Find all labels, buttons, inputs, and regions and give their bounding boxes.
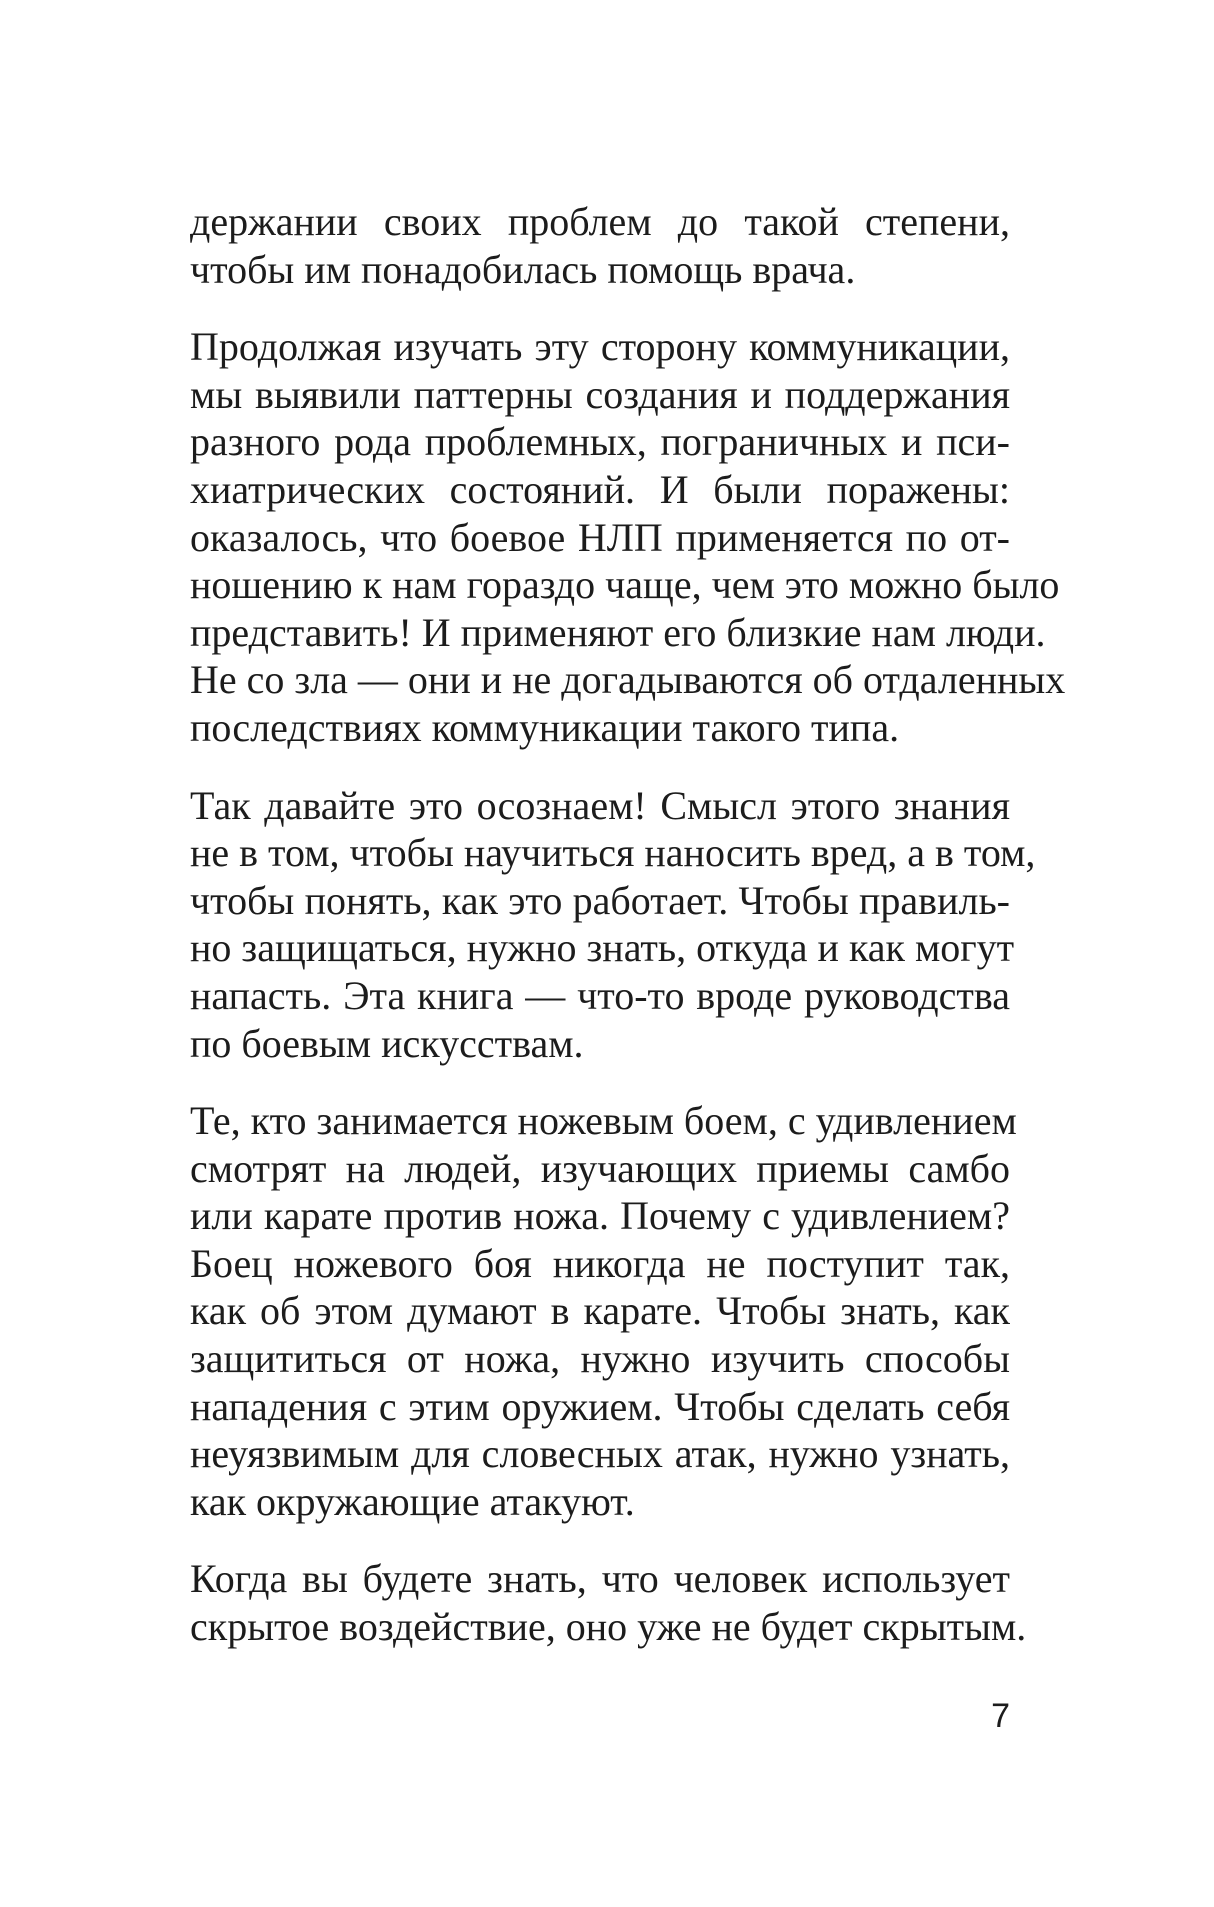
text-line: Те, кто занимается ножевым боем, с удивлением (190, 1098, 1017, 1144)
text-line: мы выявили паттерны создания и поддержания (190, 371, 1010, 417)
text-line: как окружающие атакуют. (190, 1478, 635, 1524)
text-line: Боец ножевого боя никогда не поступит так, (190, 1240, 1010, 1286)
text-line: но защищаться, нужно знать, откуда и как могут (190, 925, 1015, 971)
text-line: Так давайте это осознаем! Смысл этого знания (190, 782, 1010, 828)
text-line: Когда вы будете знать, что человек использует (190, 1556, 1010, 1602)
text-line: ношению к нам гораздо чаще, чем это можно было (190, 562, 1060, 608)
paragraph-1 (190, 198, 1010, 293)
page-number: 7 (991, 1697, 1010, 1735)
text-line: по боевым искусствам. (190, 1020, 584, 1066)
text-line: неуязвимым для словесных атак, нужно узнать, (190, 1431, 1010, 1477)
text-line: напасть. Эта книга — что-то вроде руководства (190, 972, 1010, 1018)
text-line: или карате против ножа. Почему с удивлением? (190, 1193, 1010, 1239)
paragraph-5 (190, 1555, 1027, 1650)
text-line: представить! И применяют его близкие нам люди. (190, 609, 1046, 655)
text-line: оказалось, что боевое НЛП применяется по от- (190, 514, 1010, 560)
text-line: защититься от ножа, нужно изучить способы (190, 1336, 1010, 1382)
paragraph-3 (190, 782, 1036, 1068)
body-text (190, 198, 1066, 1681)
text-line: Продолжая изучать эту сторону коммуникации, (190, 324, 1010, 370)
text-line: смотрят на людей, изучающих приемы самбо (190, 1145, 1010, 1191)
text-line: последствиях коммуникации такого типа. (190, 704, 900, 750)
text-line: как об этом думают в карате. Чтобы знать, как (190, 1288, 1010, 1334)
text-line: нападения с этим оружием. Чтобы сделать себя (190, 1383, 1010, 1429)
text-line: чтобы им понадобилась помощь врача. (190, 246, 856, 292)
paragraph-2 (190, 323, 1066, 751)
text-line: разного рода проблемных, пограничных и пси- (190, 419, 1010, 465)
text-line: скрытое воздействие, оно уже не будет скрытым. (190, 1604, 1027, 1650)
text-line: хиатрических состояний. И были поражены: (190, 466, 1010, 512)
paragraph-4 (190, 1097, 1017, 1525)
text-line: держании своих проблем до такой степени, (190, 199, 1010, 244)
text-line: Не со зла — они и не догадываются об отдаленных (190, 657, 1066, 703)
text-line: не в том, чтобы научиться наносить вред, а в том, (190, 830, 1036, 876)
text-line: чтобы понять, как это работает. Чтобы правиль- (190, 877, 1010, 923)
